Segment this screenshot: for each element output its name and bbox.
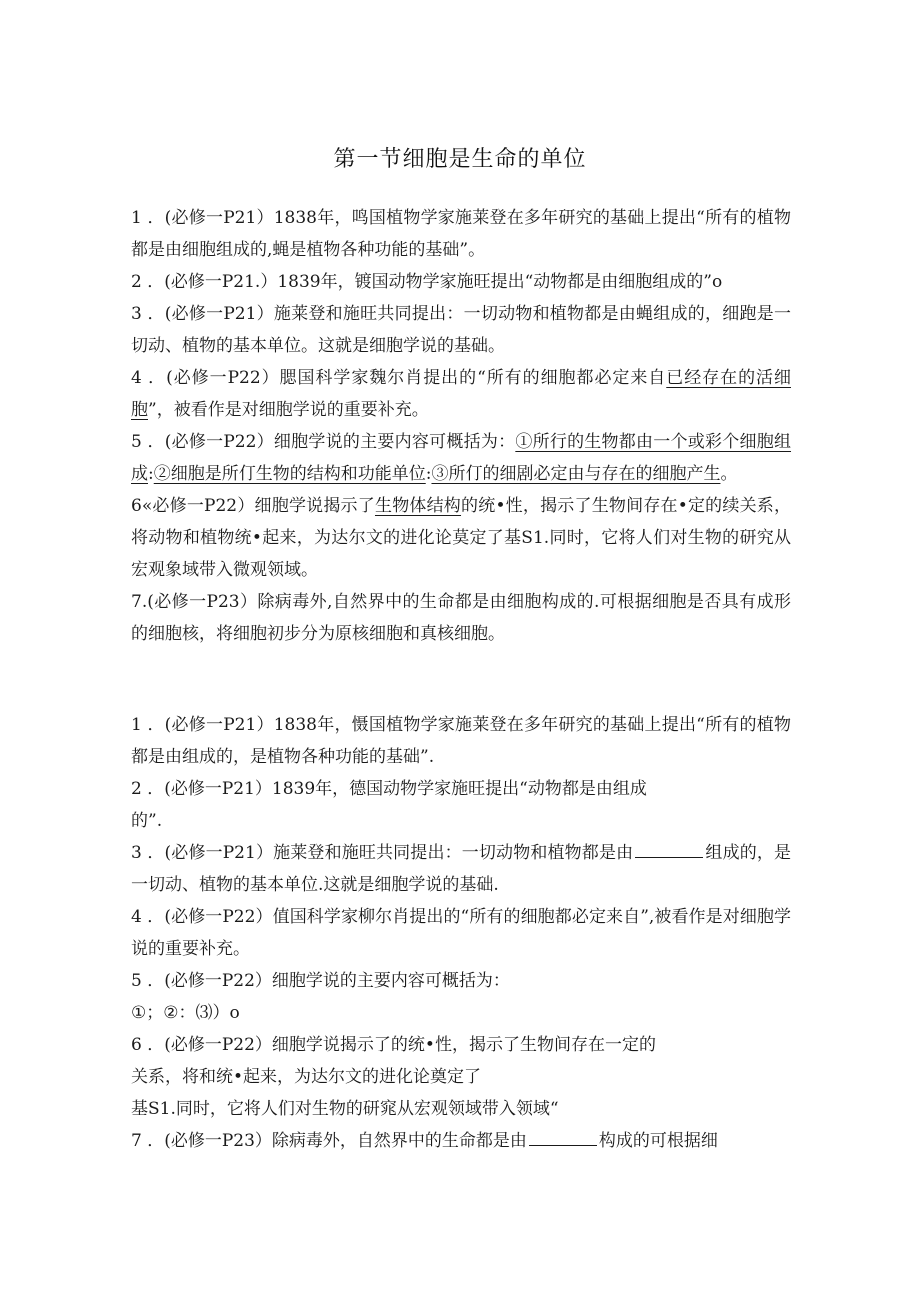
answer-item-5-text: 5 ．(必修一P22）细胞学说的主要内容可概括为： xyxy=(131,432,516,452)
answer-item-6-end: 的统•性，揭示了生物间存在•定的续关系，将动物和植物统•起来，为达尔文的进化论莫定了基S1.同时，它将人们对生物的研究从宏观象域带入微观领域。 xyxy=(131,496,792,580)
exercise-item-4: 4 ．(必修一P22）值国科学家柳尔肖提出的“所有的细胞都必定来自”,被看作是对细胞学说的重要补充。 xyxy=(131,907,791,959)
exercise-item-5: 5 ．(必修一P22）细胞学说的主要内容可概括为： xyxy=(131,971,510,991)
answer-item-6-key: 生物体结构 xyxy=(374,496,462,516)
answer-item-5 xyxy=(131,426,791,490)
exercise-item-2: 2 ．(必修一P21）1839年，德国动物学家施旺提出“动物都是由组成 xyxy=(131,779,647,799)
answer-item-6-text: 6«必修一P22）细胞学说揭示了 xyxy=(131,496,375,516)
page-title: 第一节细胞是生命的单位 xyxy=(333,147,587,172)
exercise-item-6-cont-2: 基S1.同时，它将人们对生物的研窕从宏观领域带入领域“ xyxy=(131,1099,559,1119)
answer-item-5-end: 。 xyxy=(720,464,738,484)
exercise-item-6: 6 ．(必修一P22）细胞学说揭示了的统•性，揭示了生物间存在一定的 xyxy=(131,1035,656,1055)
answer-item-7: 7.(必修一P23）除病毒外,自然界中的生命都是由细胞构成的.可根据细胞是否具有成形的细胞核，将细胞初步分为原核细胞和真核细胞。 xyxy=(131,592,791,644)
answer-item-4-end: ”，被看作是对细胞学说的重要补充。 xyxy=(148,400,429,420)
exercise-item-2-cont: 的”. xyxy=(131,811,163,831)
exercise-item-5-cont: ①；②：⑶）o xyxy=(131,1003,240,1023)
answer-item-5-key-3: ③所仃的细剧必定由与存在的细胞产生 xyxy=(431,464,721,484)
answer-item-4-text: 4 ．(必修一P22）腮国科学家魏尔肖提出的“所有的细胞都必定来自 xyxy=(131,368,667,388)
answer-item-2: 2 ．(必修一P21.）1839年，镀国动物学家施旺提出“动物都是由细胞组成的”o xyxy=(131,272,723,292)
answer-item-3: 3 ．(必修一P21）施莱登和施旺共同提出：一切动物和植物都是由蝇组成的，细跑是一切动、植物的基本单位。这就是细胞学说的基础。 xyxy=(131,304,791,356)
answer-item-5-sep-2: : xyxy=(425,464,432,484)
exercise-item-3-end: 组成的，是一切动、植物的基本单位.这就是细胞学说的基础. xyxy=(131,843,792,895)
answer-item-5-key-2: ②细胞是所仃生物的结构和功能单位 xyxy=(153,464,426,484)
exercise-item-3-text: 3 ．(必修一P21）施莱登和施旺共同提出：一切动物和植物都是由 xyxy=(131,843,634,863)
exercise-item-7-text: 7 ．(必修一P23）除病毒外，自然界中的生命都是由 xyxy=(131,1131,527,1151)
answer-item-5-key-1: ①所行的生物都由一个或彩个细胞组成 xyxy=(131,432,792,484)
answer-item-1: 1 ．(必修一P21）1838年，鸣国植物学家施莱登在多年研究的基础上提出“所有的植物都是由细胞组成的,蝇是植物各种功能的基础”。 xyxy=(131,208,791,260)
exercise-item-1: 1 ．(必修一P21）1838年，慑国植物学家施莱登在多年研究的基础上提出“所有的植物都是由组成的，是植物各种功能的基础”. xyxy=(131,715,791,767)
exercise-item-6-cont-1: 关系，将和统•起来，为达尔文的进化论奠定了 xyxy=(131,1067,482,1087)
answer-item-4 xyxy=(131,362,791,426)
answer-item-5-sep-1: : xyxy=(148,464,154,484)
exercise-item-7 xyxy=(131,1125,791,1157)
exercise-item-3 xyxy=(131,837,791,901)
answer-item-6 xyxy=(131,490,791,586)
fill-blank[interactable] xyxy=(529,1127,597,1146)
fill-blank[interactable] xyxy=(635,839,703,858)
answer-item-4-key: 已经存在的活细胞 xyxy=(131,368,791,420)
answer-section xyxy=(131,202,791,650)
exercise-section xyxy=(131,709,791,1157)
exercise-item-7-end: 构成的可根据细 xyxy=(598,1131,718,1151)
